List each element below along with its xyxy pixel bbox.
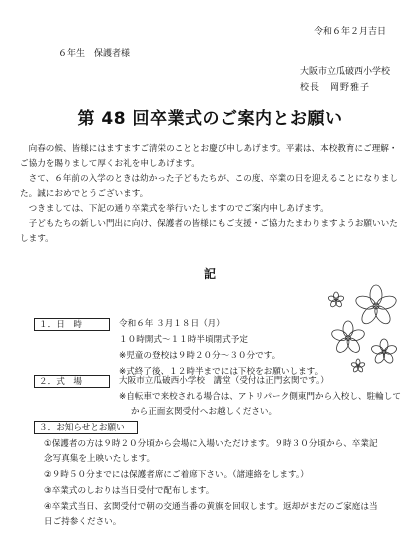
date-label: １．日 時 (34, 318, 110, 331)
notice-item: ①保護者の方は９時２０分頃から会場に入場いただけます。９時３０分頃から、卒業記念写真集を上映いたします。 (44, 439, 378, 464)
document-title: 第 48 回卒業式のご案内とお願い (77, 109, 343, 129)
dismissal-note: ※式終了後、１２時半までには下校をお願いします。 (119, 367, 324, 377)
notice-item: ②９時５０分までには保護者席にご着席下さい。（諸連絡をします。） (44, 470, 309, 480)
greeting-body (20, 142, 406, 247)
memo-heading: 記 (203, 267, 216, 281)
greeting-paragraph: 向春の候、皆様にはますますご清栄のこととお慶び申しあげます。平素は、本校教育にご理解・ご協力を賜りまして厚くお礼を申しあげます。 (20, 144, 398, 169)
document-date: 令和６年２月吉日 (313, 27, 386, 37)
greeting-paragraph: さて、６年前の入学のときは幼かった子どもたちが、この度、卒業の日を迎えることになりました。誠におめでとうございます。 (20, 174, 398, 199)
notice-label: ３．お知らせとお願い (34, 421, 138, 434)
recipient: ６年生 保護者様 (58, 49, 131, 59)
venue-label: ２．式 場 (34, 375, 110, 388)
bike-note-continued: から正面玄関受付へお越しください。 (131, 407, 278, 417)
school-name: 大阪市立瓜破西小学校 (300, 67, 391, 77)
bike-note: ※自転車で来校される場合は、アトリパーク側東門から入校し、駐輪して (119, 392, 401, 402)
greeting-paragraph: つきましては、下記の通り卒業式を挙行いたしますのでご案内申しあげます。 (20, 204, 329, 214)
notice-item: ③卒業式のしおりは当日受付で配布します。 (44, 486, 215, 496)
principal-name: 校長 岡野雅子 (300, 83, 371, 93)
date-value: 令和６年 ３月１８日（月） (119, 319, 225, 329)
notice-item: ④卒業式当日、玄関受付で朝の交通当番の黄旗を回収します。返却がまだのご家庭は当日ご持参ください。 (44, 502, 378, 527)
cherry-blossom-icon (322, 280, 408, 374)
venue-value: 大阪市立瓜破西小学校 講堂（受付は正門玄関です。） (119, 376, 329, 386)
greeting-paragraph: 子どもたちの新しい門出に向け、保護者の皆様にもご支援・ご協力たまわりますようお願いいたします。 (20, 219, 398, 244)
time-value: １０時開式～１１時半頃閉式予定 (119, 335, 248, 345)
arrival-note: ※児童の登校は９時２０分～３０分です。 (119, 351, 281, 361)
